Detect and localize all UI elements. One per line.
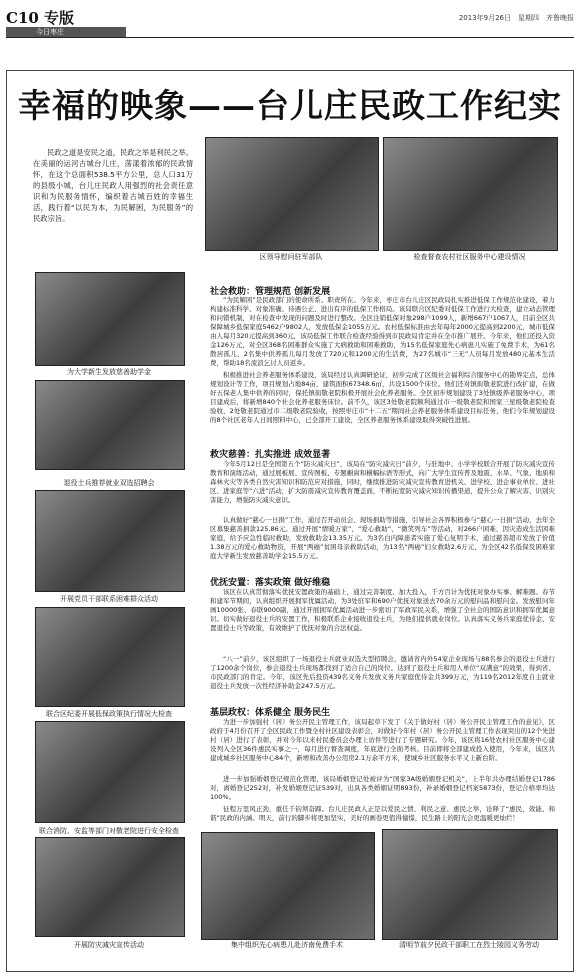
caption-troop-visit: 区领导慰问驻军部队 bbox=[259, 253, 323, 261]
photo-subsidy-inspection bbox=[35, 607, 185, 707]
paragraph: 积极推进社会养老服务体系建设，该局经过认真调研论证，初步完成了区级社会福利综合服务中心的勘界定点，总体规划设计等工作，项目规划占地84亩，建筑面积67348.6㎡，共设1500个床位。他们还对镇街敬老院进行改扩建，在做好五保老人集中供养的同时，保托镇街敬老院积极开展社会化养老服务。全区初步规划建设了3处镇级养老服务中心，项目建成后，将新增840个社会化养老服务床位。前不久，该区3处敬老院顺利通过市一级敬老院和国家三星级敬老院检查验收，2处敬老院通过市二级敬老院验收，按照枣庄市“十二五”期间社会养老服务体系建设目标任务，他们今年规划建设的8个社区老年人日间照料中心，已全部开工建设，全区养老服务体系建设取得突破性进展。 bbox=[210, 371, 555, 424]
photo-party-outreach bbox=[35, 490, 185, 592]
paragraph: “为民解困”是民政部门的使命所系、职责所在。今年来，枣庄市台儿庄区民政局扎实推进低保工作规范化建设，着力构建标准科学、对象准确、待遇公正、进出有序的低保工作格局。该局联合区纪委对低保工作进行大检查，建立动态管理和问错机制，对在检查中发现的问题及时进行整改。全区注销低保对象298户1099人，新增667户1067人，目前全区共保障城乡低保家庭5462户9802人，发放低保金1055万元。农村低保标准由去年每年2000元提高到2200元，城市低保由人每月320元提高到360元，该局低保工作联合检查经验得到市民政局肯定并在全市推广展开。今年来，他们还投入资金126万元，对全区368名困难群众实施了大病救助和困难救助，为15名低保家庭先心病患儿实施了免费手术，为61名散居孤儿、2名集中供养孤儿每月发放了720元和1200元的生活费，为27名城市“三无”人员每月发放480元基本生活费，帮助18名流浪乞讨人员返乡。 bbox=[210, 296, 555, 367]
paragraph: 为进一步加强村（居）务公开民主管理工作，该局起草下发了《关于做好村（居）务公开民主管理工作的意见》，区政府于4月份召开了全区民政工作暨全村社区建设表彰会，对做好今年村（居）务公开民主管理工作表现突出的12个先进村（居）进行了表彰，并对今年以来村民委员会办理上访件等进行了专题研究。今年，该区将16处农村社区服务中心建设列入全区36件惠民实事之一，每月进行督查调度，年底进行全面考核。目前即将全部建成投入使用，今年来，该区共建成城乡社区服务中心84个，新增和改善办公用房2.1万余平方米，使城乡社区服务水平又上新台阶。 bbox=[210, 718, 555, 762]
subsection-label: 今日枣庄 bbox=[6, 27, 126, 37]
headline: 幸福的映象——台儿庄民政工作纪实 bbox=[18, 86, 562, 125]
caption-heart-surgery: 集中组织先心病患儿赴济南免费手术 bbox=[231, 941, 343, 949]
caption-community-inspection: 检查督查农村社区服务中心建设情况 bbox=[413, 253, 526, 261]
paragraph: 该区在认真贯彻落实优抚安置政策的基础上，通过完善制度、加大投入，千方百计为优抚对象办实事、解难题。春节和建军节期间，认真组织开展拥军优属活动，为3处驻军和690户优抚对象送去70余万元的慰问品和慰问金。发放慰问年画10000张、春联9000副，通过开展拥军优属活动进一步密切了军政军民关系，增强了全社会的国防意识和拥军优属意识。切实做好退役士兵的安置工作，积极联系企业接收退役士兵，为他们提供就业岗位。认真落实义务兵家庭优待金、安置退役士兵等政策，有效维护了优抚对象的合法权益。 bbox=[210, 588, 555, 632]
photo-job-fair bbox=[35, 380, 185, 470]
caption-party-outreach: 开展党员干部联系困难群众活动 bbox=[60, 595, 158, 603]
page-header bbox=[6, 5, 574, 35]
photo-disaster-campaign bbox=[35, 837, 185, 937]
paragraph: 认真做好“慈心一日捐”工作，通过召开动员会、现场捐助等措施，引导社会各界积极参与“慈心一日捐”活动，去年全区募集慈善捐款125.86元。通过开展“情暖万家”、“爱心救助”、“微笑列车”等活动，对266户困难、因灾造成生活困难家庭，给予应急性临时救助，发放救助金13.35万元。为3名白内障患者实施了爱心复明手术，通过慈善超市发放了价值1.38万元的爱心救助物资，开展“两癌”贫困母亲救助活动，为13名“两癌”妇女救助2.6万元，为全区42名低保及困难家庭大学新生发放慈善助学金15.5万元。 bbox=[210, 516, 555, 560]
section-heading-social-aid: 社会救助：管理规范 创新发展 bbox=[210, 287, 331, 297]
intro-paragraph: 民政之道是安民之道，民政之举是利民之举。在美丽的运河古城台儿庄，荡漾着浓郁的民政情怀，在这个总面积538.5平方公里，总人口31万的县级小城，台儿庄民政人用强烈的社会责任意识和为民服务情怀，编织着古城百姓的幸福生活，践行着“以民为本，为民解困，为民服务”的民政宗旨。 bbox=[33, 148, 193, 223]
paragraph: 今年5月12日是全国第五个“防灾减灾日”，该局在“防灾减灾日”前夕，与驻地中、小学学校联合开展了防灾减灾宣传教育和演练活动，通过展板展、宣传图板、专题橱窗和横幅标语等形式，向广大学生宣传普及地震、水旱、气象、地质和森林火灾等各类自然灾害知识和防范应对措施，同时，继续推进防灾减灾宣传教育进机关、进学校、进企事业单位、进社区、进家庭等“六进”活动，扩大防震减灾宣传教育覆盖面，不断拓宽防灾减灾知识传播渠道，提升公众了解灾害、识别灾害能力，增强防灾减灾意识。 bbox=[210, 460, 555, 504]
paragraph: “八一”前夕，该区组织了一场退役士兵就业双选大型招聘会，邀请省内外54家企业现场与88名参会的退役士兵进行了1200余个岗位，参会退役士兵现场都找到了适合自己的岗位。达到了退役士兵和用人单位“双满意”的效果，得到省、市民政部门的肯定。今年，该区先后投资439名义务兵发放义务兵家庭优待金共399万元，为119名2012年度自主就业退役士兵发放一次性经济补助金247.5万元。 bbox=[210, 655, 555, 690]
photo-student-aid bbox=[35, 272, 185, 366]
section-heading-disaster-relief: 救灾慈善：扎实推进 成效显著 bbox=[210, 450, 331, 460]
header-rule bbox=[6, 37, 574, 38]
section-heading-veterans: 优抚安置：落实政策 做好维稳 bbox=[210, 578, 331, 588]
caption-job-fair: 退役士兵推荐就业双选招聘会 bbox=[63, 479, 155, 487]
photo-troop-visit bbox=[205, 137, 379, 251]
photo-heart-surgery bbox=[201, 832, 375, 940]
caption-subsidy-inspection: 联合区纪委开展低保政策执行情况大检查 bbox=[46, 710, 172, 718]
paragraph: 征程万里风正劲，重任千钧须奋蹄。台儿庄民政人正是以爱民之情、利民之意、惠民之举，诠释了“惠民、效能、和谐”民政的内涵。明天，前行的脚步将更加坚实，美好的画卷更值得憧憬，民生路上的阳光会更温暖更灿烂！ bbox=[210, 805, 555, 822]
caption-student-aid: 为大学新生发放慈善助学金 bbox=[67, 368, 151, 376]
section-heading-grassroots: 基层政权：体系健全 服务民生 bbox=[210, 708, 331, 718]
caption-disaster-campaign: 开展防灾减灾宣传活动 bbox=[74, 941, 144, 949]
section-label: C10 专版 bbox=[6, 9, 75, 27]
photo-community-inspection bbox=[383, 137, 558, 251]
caption-safety-check: 联合消防、安监等部门对敬老院进行安全检查 bbox=[39, 827, 179, 835]
photo-cemetery-volunteer bbox=[382, 829, 558, 940]
caption-cemetery-volunteer: 清明节前夕民政干部职工在烈士陵园义务劳动 bbox=[399, 941, 539, 949]
paragraph: 进一步加强婚姻登记规范化管理，该局婚姻登记处被评为“国家3A级婚姻登记机关”，上半年共办理结婚登记1786对，离婚登记252对，补发婚姻登记证539对，出具各类婚姻证明893份，补录婚姻登记档案5873份，登记合格率均达100%。 bbox=[210, 775, 555, 801]
photo-safety-check bbox=[35, 721, 185, 823]
issue-meta: 2013年9月26日 星期四 齐鲁晚报 bbox=[458, 14, 574, 22]
